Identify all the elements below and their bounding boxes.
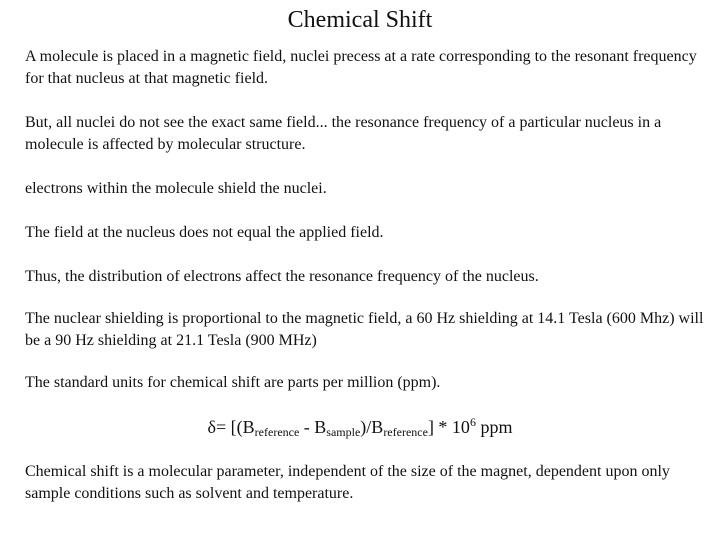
- paragraph-standard-units: The standard units for chemical shift are parts per million (ppm).: [25, 374, 441, 391]
- formula-minus: - B: [299, 417, 327, 437]
- formula-sub-reference-denominator: reference: [383, 425, 428, 439]
- formula-sub-reference: reference: [254, 425, 300, 439]
- formula-lhs: δ= [(B: [207, 417, 255, 437]
- formula-exponent: 6: [469, 415, 476, 429]
- formula-sub-sample: sample: [326, 425, 361, 439]
- paragraph-field-not-equal: The field at the nucleus does not equal the applied field.: [25, 224, 384, 241]
- paragraph-electrons-shield: electrons within the molecule shield the nuclei.: [25, 180, 327, 197]
- paragraph-molecular-parameter: Chemical shift is a molecular parameter, independent of the size of the magnet, dependent upon only sample conditions such as solvent and temperature.: [25, 463, 670, 502]
- page-title: Chemical Shift: [287, 7, 433, 33]
- formula-divide: )/B: [360, 417, 384, 437]
- paragraph-nuclei-field-variation: But, all nuclei do not see the exact same field... the resonance frequency of a particular nucleus in a molecule is affected by molecular structure.: [25, 114, 662, 153]
- chemical-shift-formula: [0, 414, 720, 440]
- paragraph-shielding-proportional: The nuclear shielding is proportional to the magnetic field, a 60 Hz shielding at 14.1 Tesla (600 Mhz) will be a 90 Hz shielding at 21.1 Tesla (900 MHz): [25, 310, 704, 349]
- paragraph-electron-distribution: Thus, the distribution of electrons affect the resonance frequency of the nucleus.: [25, 268, 539, 285]
- formula-unit: ppm: [475, 417, 513, 437]
- formula-times-ten: ] * 10: [427, 417, 470, 437]
- paragraph-molecule-in-field: A molecule is placed in a magnetic field, nuclei precess at a rate corresponding to the resonant frequency for that nucleus at that magnetic field.: [25, 48, 697, 87]
